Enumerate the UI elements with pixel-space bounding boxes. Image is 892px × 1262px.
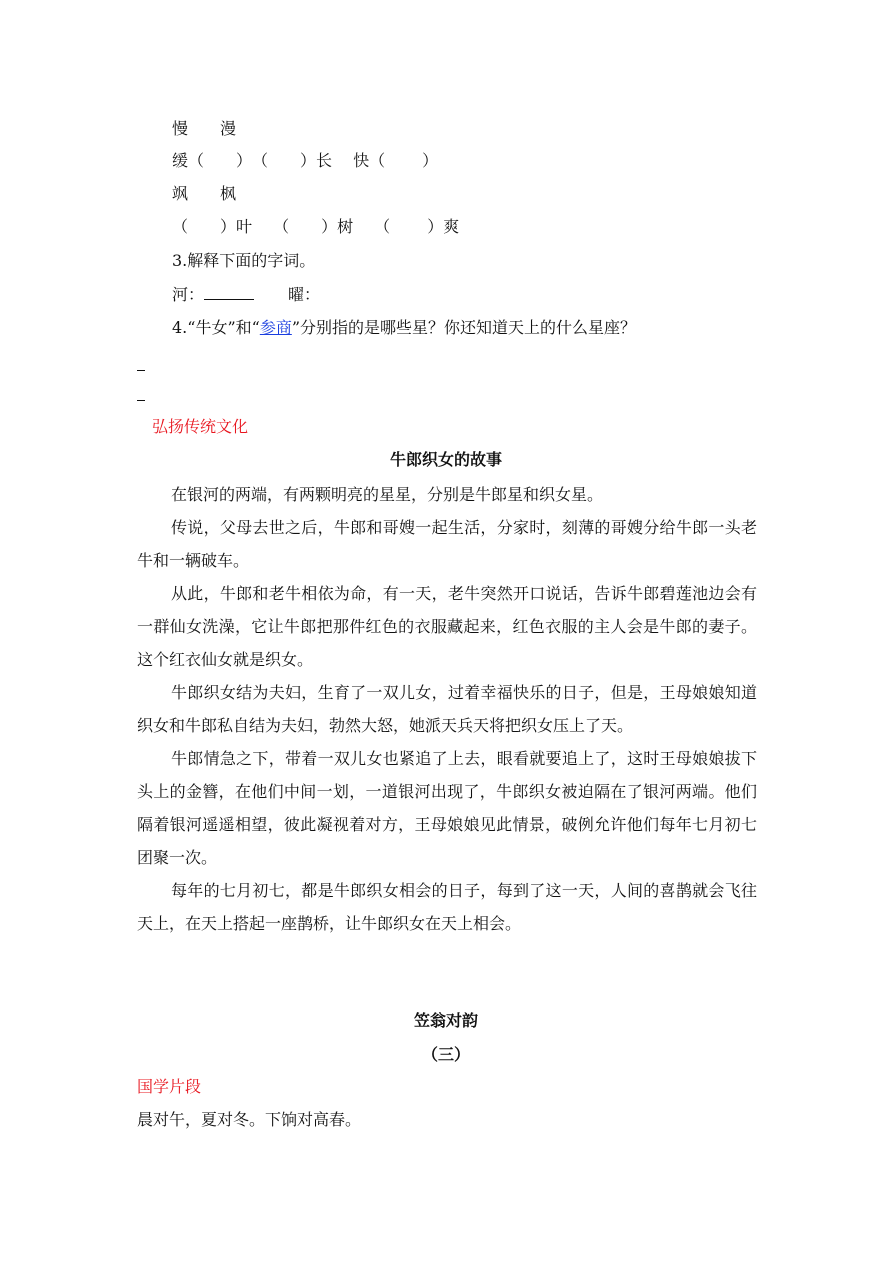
section-heading-culture: 弘扬传统文化	[152, 417, 249, 436]
he-blank[interactable]	[204, 285, 254, 300]
story-paragraph-2: 传说，父母去世之后，牛郎和哥嫂一起生活，分家时，刻薄的哥嫂分给牛郎一头老牛和一辆破车。	[137, 518, 757, 570]
question-3-items	[172, 284, 320, 306]
story-paragraph-4: 牛郎织女结为夫妇，生育了一双儿女，过着幸福快乐的日子，但是，王母娘娘知道织女和牛郎私自结为夫妇，勃然大怒，她派天兵天将把织女压上了天。	[137, 683, 757, 735]
story-title: 牛郎织女的故事	[389, 450, 502, 469]
story-paragraph-6: 每年的七月初七，都是牛郎织女相会的日子，每到了这一天，人间的喜鹊就会飞往天上，在天上搭起一座鹊桥，让牛郎织女在天上相会。	[137, 881, 757, 933]
rhyme-subtitle: （三）	[421, 1045, 470, 1064]
section-heading-guoxue: 国学片段	[137, 1077, 202, 1096]
story-paragraph-1: 在银河的两端，有两颗明亮的星星，分别是牛郎星和织女星。	[171, 485, 604, 504]
exercise-row-3: 飒 枫	[172, 184, 237, 203]
exercise-row-2: 缓（ ） （ ）长 快（ ）	[172, 151, 439, 170]
question-4	[172, 317, 636, 339]
answer-line-1[interactable]	[137, 370, 145, 371]
rhyme-line-1: 晨对午，夏对冬。下饷对高春。	[137, 1110, 362, 1129]
rhyme-title: 笠翁对韵	[413, 1011, 478, 1030]
story-paragraph-3: 从此，牛郎和老牛相依为命，有一天，老牛突然开口说话，告诉牛郎碧莲池边会有一群仙女洗澡，它让牛郎把那件红色的衣服藏起来，红色衣服的主人会是牛郎的妻子。这个红衣仙女就是织女。	[137, 584, 757, 669]
question-3-label: 3.解释下面的字词。	[172, 251, 316, 270]
he-label: 河：	[172, 285, 205, 304]
answer-line-2[interactable]	[137, 400, 145, 401]
question-4-prefix: 4.“牛女”和“	[172, 318, 260, 337]
shen-shang-link[interactable]: 参商	[259, 318, 292, 337]
yao-label: 曜：	[288, 285, 321, 304]
exercise-row-4: （ ）叶 （ ）树 （ ）爽	[172, 217, 460, 236]
question-4-suffix: ”分别指的是哪些星？你还知道天上的什么星座？	[291, 318, 637, 337]
exercise-row-1: 慢 漫	[172, 119, 237, 138]
story-paragraph-5: 牛郎情急之下，带着一双儿女也紧追了上去，眼看就要追上了，这时王母娘娘拔下头上的金簪，在他们中间一划，一道银河出现了，牛郎织女被迫隔在了银河两端。他们隔着银河遥遥相望，彼此凝视着对方，王母娘娘见此情景，破例允许他们每年七月初七团聚一次。	[137, 749, 757, 867]
